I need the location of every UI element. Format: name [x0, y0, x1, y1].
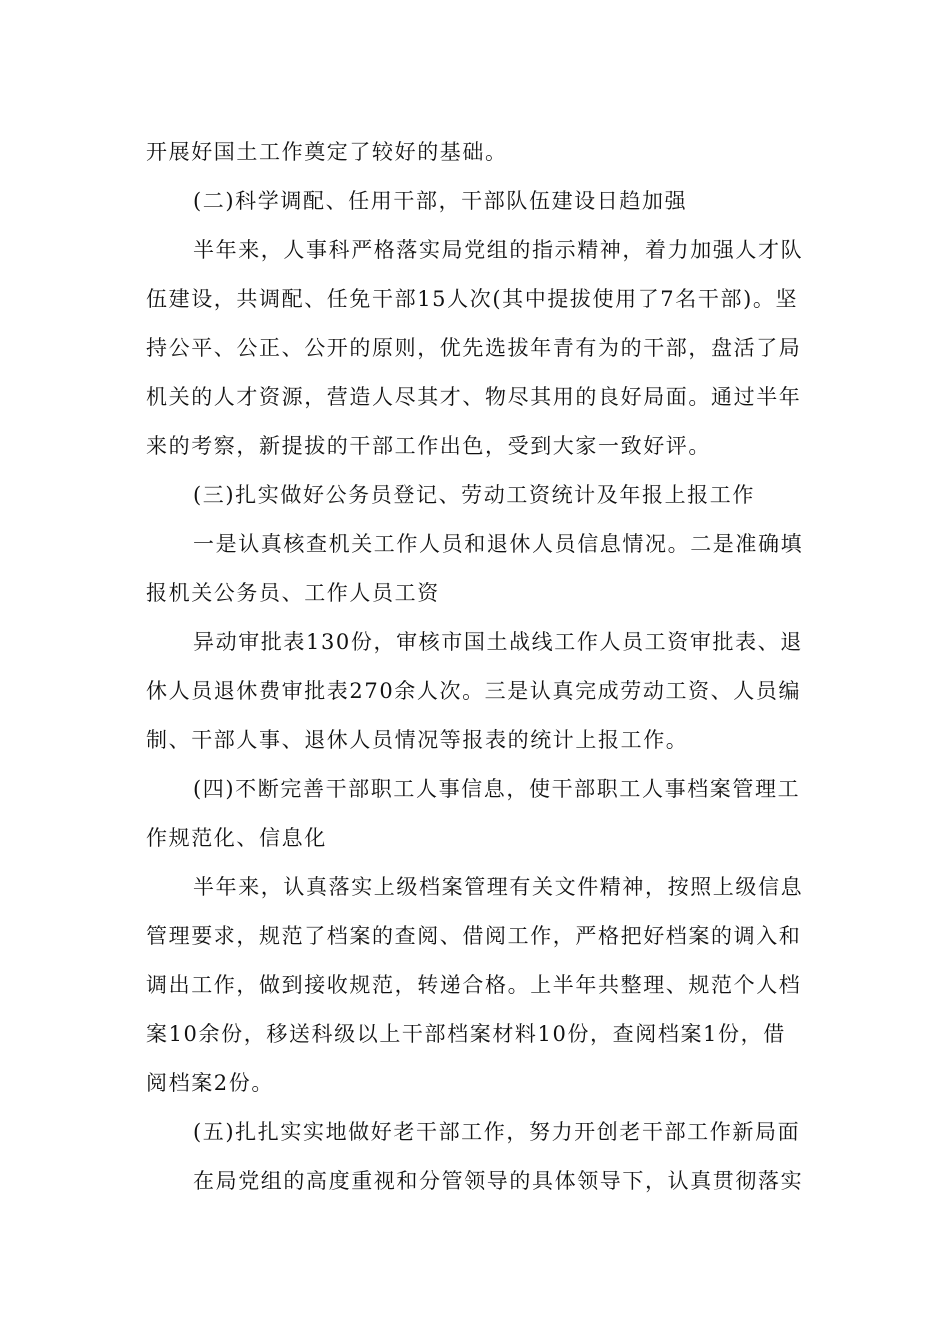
text-line: 报机关公务员、工作人员工资: [146, 581, 440, 605]
section-heading-4-cont: 作规范化、信息化: [146, 826, 327, 850]
text-line: 半年来，人事科严格落实局党组的指示精神，着力加强人才队: [193, 238, 804, 262]
text-line: 来的考察，新提拔的干部工作出色，受到大家一致好评。: [146, 434, 711, 458]
text-line: 在局党组的高度重视和分管领导的具体领导下，认真贯彻落实: [193, 1169, 804, 1193]
text-line: 伍建设，共调配、任免干部15人次(其中提拔使用了7名干部)。坚: [146, 287, 799, 311]
text-line: 机关的人才资源，营造人尽其才、物尽其用的良好局面。通过半年: [146, 385, 802, 409]
text-line: 案10余份，移送科级以上干部档案材料10份，查阅档案1份，借: [146, 1022, 786, 1046]
text-line: 一是认真核查机关工作人员和退休人员信息情况。二是准确填: [193, 532, 804, 556]
text-line: 调出工作，做到接收规范，转递合格。上半年共整理、规范个人档: [146, 973, 802, 997]
text-line: 制、干部人事、退休人员情况等报表的统计上报工作。: [146, 728, 689, 752]
section-heading-2: (二)科学调配、任用干部，干部队伍建设日趋加强: [193, 189, 688, 213]
text-line: 阅档案2份。: [146, 1071, 274, 1095]
text-line: 异动审批表130份，审核市国土战线工作人员工资审批表、退: [193, 630, 803, 654]
section-heading-3: (三)扎实做好公务员登记、劳动工资统计及年报上报工作: [193, 483, 755, 507]
section-heading-4: (四)不断完善干部职工人事信息，使干部职工人事档案管理工: [193, 777, 801, 801]
text-line: 管理要求，规范了档案的查阅、借阅工作，严格把好档案的调入和: [146, 924, 802, 948]
text-line: 半年来，认真落实上级档案管理有关文件精神，按照上级信息: [193, 875, 804, 899]
section-heading-5: (五)扎扎实实地做好老干部工作，努力开创老干部工作新局面: [193, 1120, 801, 1144]
text-line: 开展好国土工作奠定了较好的基础。: [146, 140, 508, 164]
text-line: 持公平、公正、公开的原则，优先选拔年青有为的干部，盘活了局: [146, 336, 802, 360]
text-line: 休人员退休费审批表270余人次。三是认真完成劳动工资、人员编: [146, 679, 802, 703]
